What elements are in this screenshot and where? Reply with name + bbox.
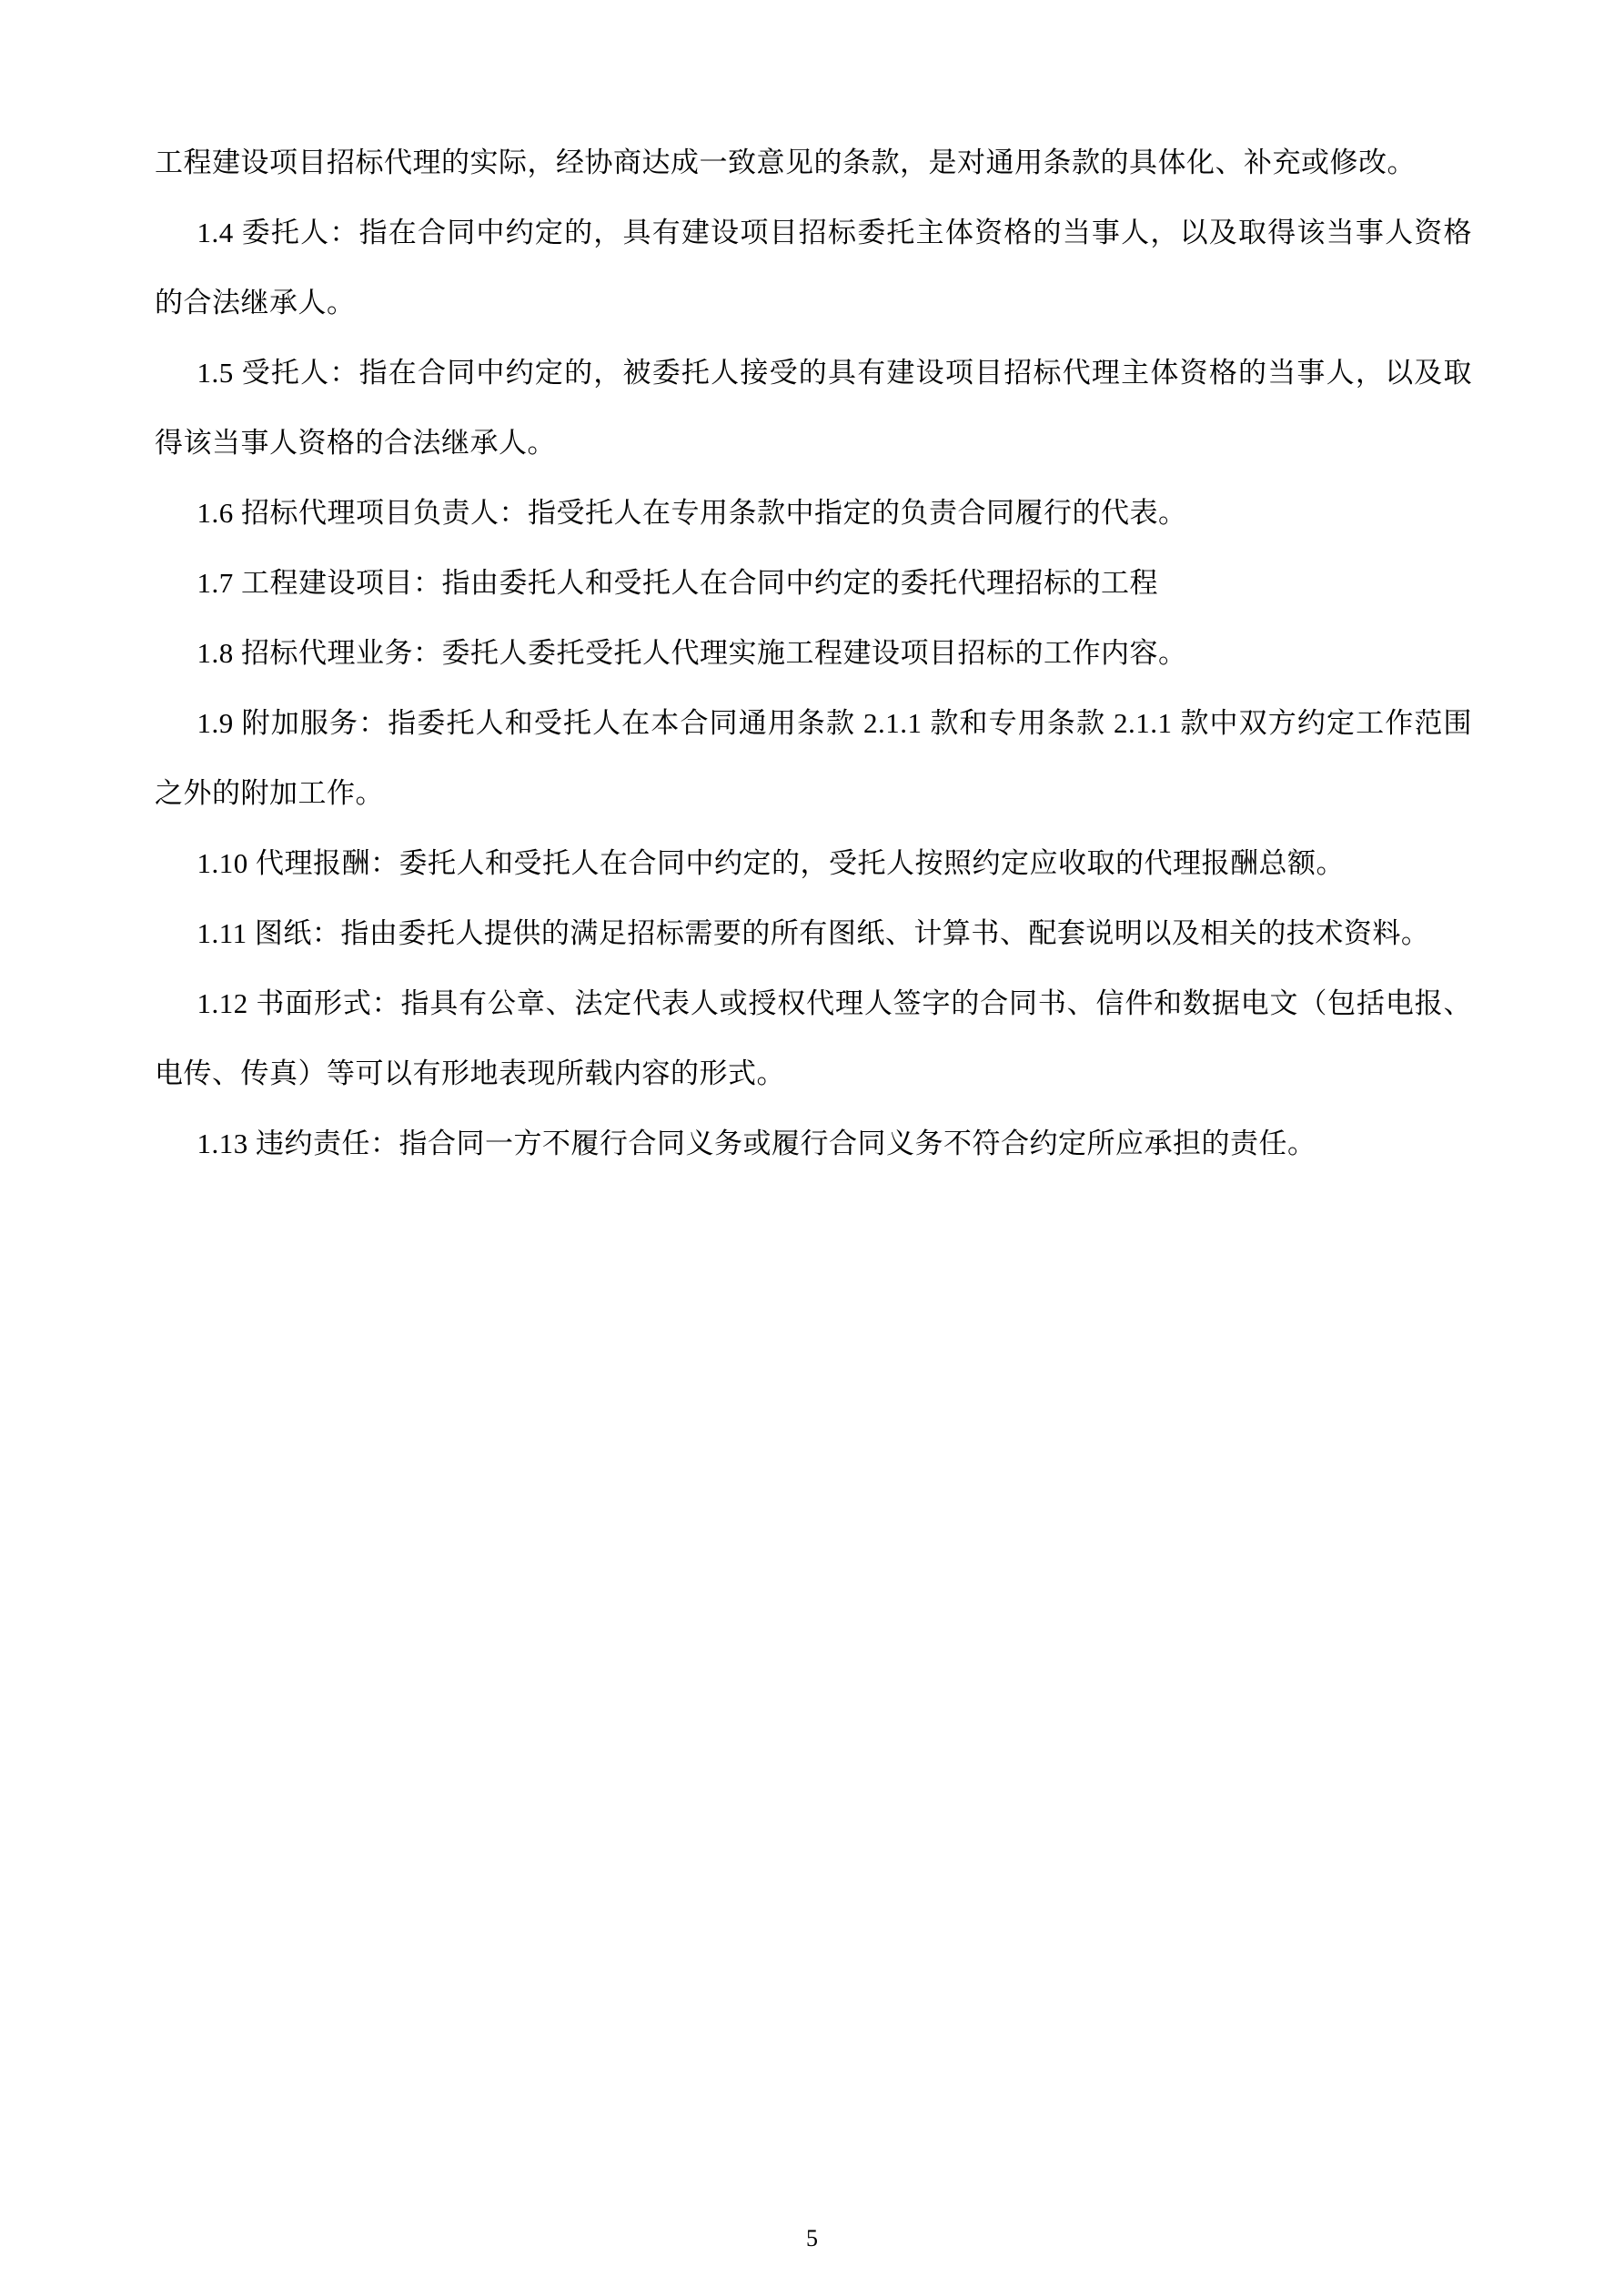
paragraph-1-4: 1.4 委托人：指在合同中约定的，具有建设项目招标委托主体资格的当事人，以及取得该当事人资格的合法继承人。 <box>155 217 1472 319</box>
paragraph-continuation: 工程建设项目招标代理的实际，经协商达成一致意见的条款，是对通用条款的具体化、补充或修改。 <box>155 147 1416 178</box>
paragraph-1-9: 1.9 附加服务：指委托人和受托人在本合同通用条款 2.1.1 款和专用条款 2.1.1 款中双方约定工作范围之外的附加工作。 <box>155 707 1472 809</box>
paragraph-1-7: 1.7 工程建设项目：指由委托人和受托人在合同中约定的委托代理招标的工程 <box>197 567 1158 599</box>
paragraph-1-13: 1.13 违约责任：指合同一方不履行合同义务或履行合同义务不符合约定所应承担的责任。 <box>197 1128 1316 1159</box>
paragraph-1-5: 1.5 受托人：指在合同中约定的，被委托人接受的具有建设项目招标代理主体资格的当事人，以及取得该当事人资格的合法继承人。 <box>155 357 1472 459</box>
paragraph-1-10: 1.10 代理报酬：委托人和受托人在合同中约定的，受托人按照约定应收取的代理报酬总额。 <box>197 847 1345 879</box>
paragraph-1-6: 1.6 招标代理项目负责人：指受托人在专用条款中指定的负责合同履行的代表。 <box>197 497 1187 529</box>
document-body <box>155 127 1472 1178</box>
paragraph-1-8: 1.8 招标代理业务：委托人委托受托人代理实施工程建设项目招标的工作内容。 <box>197 637 1187 669</box>
page-number: 5 <box>806 2225 818 2251</box>
paragraph-1-12: 1.12 书面形式：指具有公章、法定代表人或授权代理人签字的合同书、信件和数据电文（包括电报、电传、传真）等可以有形地表现所载内容的形式。 <box>155 987 1472 1089</box>
paragraph-1-11: 1.11 图纸：指由委托人提供的满足招标需要的所有图纸、计算书、配套说明以及相关的技术资料。 <box>197 917 1430 949</box>
